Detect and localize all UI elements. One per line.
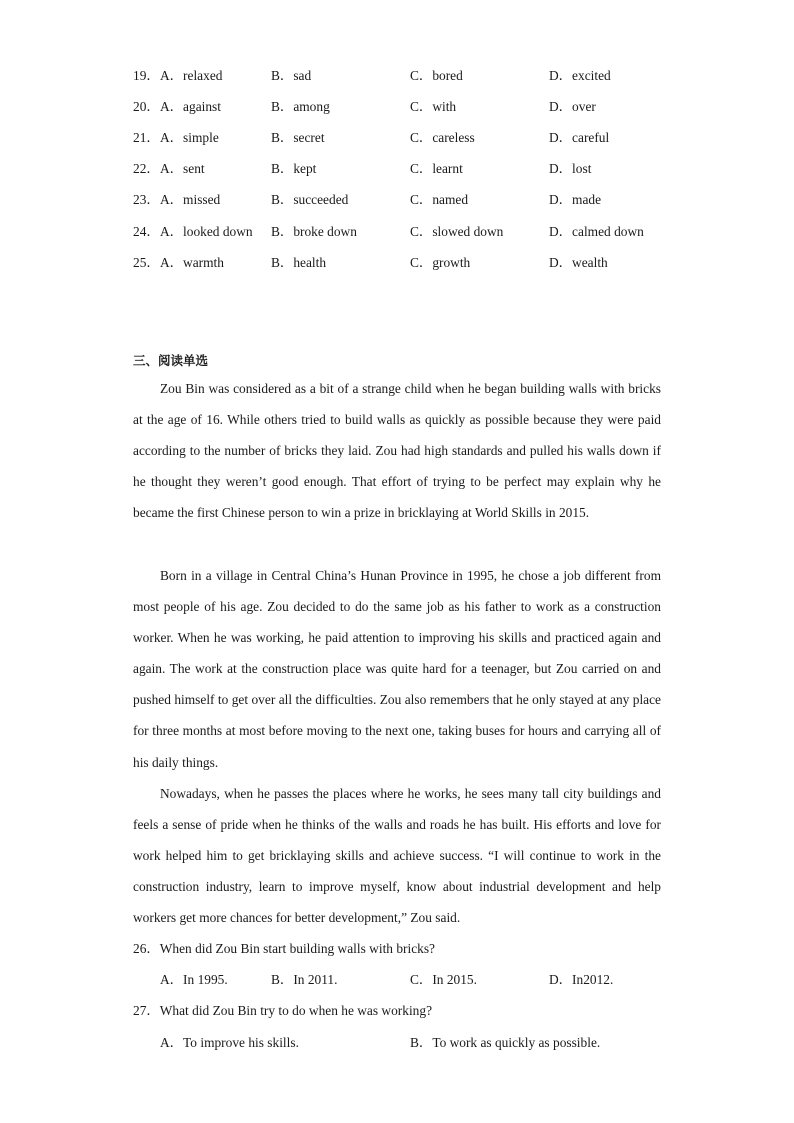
option-b: B．kept — [271, 161, 317, 176]
option-d: D．careful — [549, 130, 610, 145]
option-a: A．simple — [160, 130, 219, 145]
option-c: C．with — [410, 99, 457, 114]
option-a: A．sent — [160, 161, 205, 176]
option-row-25 — [0, 253, 794, 273]
question-27-options — [0, 1033, 794, 1053]
passage-paragraph-3: Nowadays, when he passes the places where he works, he sees many tall city buildings and feels a sense of pride when he thinks of the walls and roads he has built. His efforts and love for work helped him to get bricklaying skills and achieve success. “I will continue to work in the construction industry, learn to improve myself, know about industrial development and help workers get more chances for better development,” Zou said. — [133, 786, 661, 926]
option-c: C．learnt — [410, 161, 463, 176]
option-d: D．calmed down — [549, 224, 644, 239]
option-b: B．health — [271, 255, 327, 270]
option-row-22 — [0, 159, 794, 179]
question-number: 22． — [133, 161, 160, 176]
question-number: 20． — [133, 99, 160, 114]
question-number: 19． — [133, 68, 160, 83]
option-b: B．To work as quickly as possible. — [410, 1035, 601, 1050]
option-b: B．among — [271, 99, 330, 114]
option-d: D．excited — [549, 68, 611, 83]
option-a: A．In 1995. — [160, 972, 228, 987]
question-number: 21． — [133, 130, 160, 145]
option-a: A．missed — [160, 192, 221, 207]
option-c: C．bored — [410, 68, 463, 83]
option-row-23 — [0, 190, 794, 210]
option-row-21 — [0, 128, 794, 148]
option-c: C．named — [410, 192, 469, 207]
option-b: B．In 2011. — [271, 972, 338, 987]
option-row-24 — [0, 222, 794, 242]
option-b: B．succeeded — [271, 192, 349, 207]
option-d: D．In2012. — [549, 972, 614, 987]
option-d: D．lost — [549, 161, 592, 176]
option-b: B．secret — [271, 130, 325, 145]
option-a: A．relaxed — [160, 68, 223, 83]
option-c: C．slowed down — [410, 224, 504, 239]
option-d: D．wealth — [549, 255, 608, 270]
option-b: B．sad — [271, 68, 312, 83]
option-c: C．careless — [410, 130, 475, 145]
option-a: A．against — [160, 99, 221, 114]
question-26-stem: 26．When did Zou Bin start building walls with bricks? — [133, 941, 435, 956]
passage-paragraph-2: Born in a village in Central China’s Hunan Province in 1995, he chose a job different from most people of his age. Zou decided to do the same job as his father to work as a construction worker. When he was working, he paid attention to improving his skills and practiced again and again. The work at the construction place was quite hard for a teenager, but Zou carried on and pushed himself to get over all the difficulties. Zou also remembers that he only stayed at any place for three months at most before moving to the next one, taking buses for hours and carrying all of his daily things. — [133, 568, 661, 770]
option-a: A．warmth — [160, 255, 224, 270]
passage-paragraph-1: Zou Bin was considered as a bit of a strange child when he began building walls with bricks at the age of 16. While others tried to build walls as quickly as possible because they were paid according to the number of bricks they laid. Zou had high standards and pulled his walls down if he thought they weren’t good enough. That effort of trying to be perfect may explain why he became the first Chinese person to win a prize in bricklaying at World Skills in 2015. — [133, 381, 661, 521]
option-d: D．over — [549, 99, 596, 114]
option-a: A．looked down — [160, 224, 253, 239]
question-number: 23． — [133, 192, 160, 207]
question-number: 25． — [133, 255, 160, 270]
option-row-20 — [0, 97, 794, 117]
option-c: C．growth — [410, 255, 471, 270]
option-row-19 — [0, 66, 794, 86]
question-number: 24． — [133, 224, 160, 239]
section-title: 三、阅读单选 — [133, 353, 209, 368]
option-a: A．To improve his skills. — [160, 1035, 299, 1050]
question-26-options — [0, 970, 794, 990]
option-b: B．broke down — [271, 224, 357, 239]
question-27-stem: 27．What did Zou Bin try to do when he was working? — [133, 1003, 433, 1018]
option-d: D．made — [549, 192, 602, 207]
option-c: C．In 2015. — [410, 972, 477, 987]
